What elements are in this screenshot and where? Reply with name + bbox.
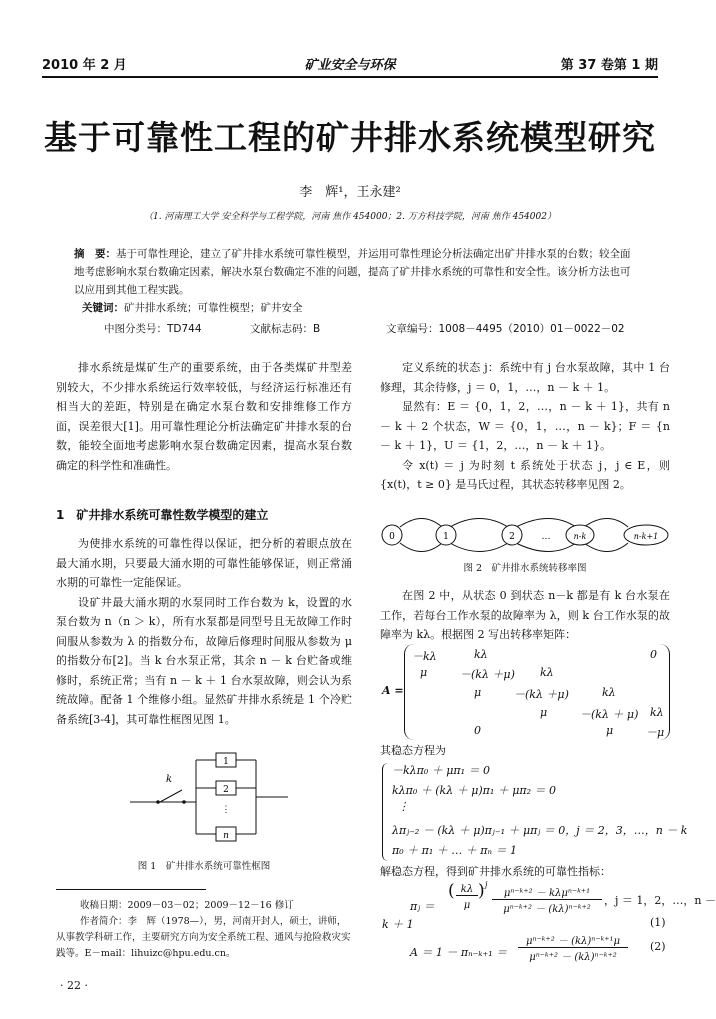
- left-intro: [56, 358, 352, 475]
- header-date: 2010 年 2 月: [42, 58, 127, 73]
- left-body: [56, 534, 352, 729]
- section-1-heading: 1 矿井排水系统可靠性数学模型的建立: [56, 508, 269, 522]
- steady-eq-j: λπⱼ₋₂ － (kλ ＋ μ)πⱼ₋₁ ＋ μπⱼ ＝ 0，j ＝ 2，3，…，n － k: [392, 824, 688, 837]
- matrix-r4c5: kλ: [650, 706, 664, 719]
- eq1-power-j: j: [485, 880, 488, 889]
- matrix-r4c3: μ: [540, 706, 548, 719]
- state-sets: 显然有：E ＝ {0，1，2，…，n － k ＋ 1}，共有 n － k ＋ 2 个状态，W ＝ {0，1，…，n － k}；F ＝ {n － k ＋ 1}，U ＝ {1，2，…，n － k ＋ 1}。: [380, 400, 670, 452]
- right-body-mid: [380, 586, 670, 645]
- matrix-r2c2: －(kλ ＋μ): [460, 668, 515, 681]
- page-number: · 22 ·: [60, 979, 88, 992]
- section-1-paragraph-1: 为使排水系统的可靠性得以保证，把分析的着眼点放在最大涌水期，只要最大涌水期的可靠性能够保证，则正常涌水期的可靠性一定能保证。: [56, 537, 352, 589]
- matrix-r3c3: －(kλ ＋μ): [514, 688, 569, 701]
- matrix-r3c4: kλ: [602, 686, 616, 699]
- header-journal: 矿业安全与环保: [304, 58, 396, 73]
- eq2-numerator: μⁿ⁻ᵏ⁺² － (kλ)ⁿ⁻ᵏ⁺¹μ: [518, 932, 628, 948]
- figure-2-caption: 图 2 矿井排水系统转移率图: [463, 563, 587, 574]
- steady-state-brace: [382, 763, 391, 861]
- running-header: [42, 48, 658, 78]
- abstract-text: 基于可靠性理论，建立了矿井排水系统可靠性模型，并运用可靠性理论分析法确定出矿井排水泵的台数；较全面地考虑影响水泵台数确定因素，解决水泵台数确定不准的问题，提高了矿井排水系统的可靠性和安全性。该分析方法也可以应用到其他工程实践。: [74, 248, 631, 296]
- affiliations: （1. 河南理工大学 安全科学与工程学院，河南 焦作 454000；2. 万方科技学院，河南 焦作 454002）: [144, 212, 556, 222]
- matrix-r5c5: －μ: [646, 726, 665, 739]
- eq1-numerator: μⁿ⁻ᵏ⁺² － kλμⁿ⁻ᵏ⁺¹: [492, 884, 602, 900]
- right-body-top: [380, 358, 670, 495]
- matrix-r1c1: －kλ: [412, 650, 437, 663]
- keywords-label: 关键词：: [82, 302, 124, 314]
- matrix-r1-zero: 0: [650, 648, 657, 661]
- figure-1-block-1: 1: [223, 757, 229, 767]
- eq1-klambda: kλ: [456, 884, 478, 896]
- steady-eq-1: －kλπ₀ ＋ μπ₁ ＝ 0: [392, 764, 491, 777]
- eq1-paren-left: (: [448, 881, 455, 901]
- state-n-k: n-k: [573, 532, 587, 541]
- keywords: 矿井排水系统；可靠性模型；矿井安全: [124, 302, 303, 314]
- matrix-r2c1: μ: [420, 666, 428, 679]
- figure-1-block-n: n: [223, 831, 229, 841]
- matrix-r5-zero: 0: [474, 724, 481, 737]
- state-n-k-plus-1: n-k+1: [633, 532, 659, 541]
- article-number: 文章编号：1008－4495（2010）01－0022－02: [386, 323, 625, 335]
- eq1-lhs: πⱼ ＝: [410, 900, 435, 913]
- header-volume: 第 37 卷第 1 期: [560, 58, 658, 73]
- authors: 李 辉¹，王永建²: [299, 185, 401, 200]
- eq1-range-cont: k ＋ 1: [382, 918, 414, 931]
- eq2-number: (2): [650, 940, 666, 953]
- intro-paragraph: 排水系统是煤矿生产的重要系统，由于各类煤矿井型差别较大，不少排水系统运行效率较低，与经济运行标准还有相当大的差距，特别是在确定水泵台数和安排维修工作方面，误差很大[1]。用可靠性理论分析法确定矿井排水泵的台数，能较全面地考虑影响水泵台数确定因素，提高水泵台数确定的科学性和准确性。: [56, 361, 352, 472]
- markov-process: 令 x(t) ＝ j 为时刻 t 系统处于状态 j，j ∈ E，则 {x(t)，t ≥ 0} 是马氏过程，其状态转移率见图 2。: [380, 458, 670, 491]
- figure-1-block-2: 2: [223, 785, 229, 795]
- figure-1-dots: ⋮: [221, 805, 231, 815]
- steady-eq-2: kλπ₀ ＋ (kλ ＋ μ)π₁ ＋ μπ₂ ＝ 0: [392, 784, 557, 797]
- abstract-label: 摘 要：: [74, 248, 116, 260]
- eq1-range: ，j ＝ 1，2，…，n －: [604, 894, 716, 907]
- transition-matrix-intro: 在图 2 中，从状态 0 到状态 n－k 都是有 k 台水泵在工作，若每台工作水泵的故障率为 λ，则 k 台工作水泵的故障率为 kλ。根据图 2 写出转移率矩阵：: [380, 589, 670, 641]
- figure-1-block-diagram: [130, 750, 290, 850]
- state-0: 0: [389, 532, 395, 542]
- doc-code: 文献标志码：B: [250, 323, 321, 335]
- footnote-rule: [56, 889, 206, 890]
- state-2: 2: [509, 532, 515, 542]
- eq2-lhs: A ＝ 1 － πₙ₋ₖ₊₁ ＝: [410, 946, 508, 959]
- footnote-author: 作者简介：李 辉（1978—），男，河南开封人，硕士，讲师，从事教学科研工作，主要研究方向为安全系统工程、通风与抢险救灾实践等。E－mail：lihuizc@hpu.edu.cn。: [56, 916, 351, 959]
- eq1-number: (1): [650, 916, 666, 929]
- state-1: 1: [443, 532, 449, 542]
- matrix-r5c4: μ: [606, 724, 614, 737]
- state-dots: …: [541, 532, 551, 542]
- footnote-received: 收稿日期：2009－03－02；2009－12－16 修订: [80, 900, 294, 911]
- figure-2-transition-diagram: [380, 512, 672, 558]
- state-definition: 定义系统的状态 j：系统中有 j 台水泵故障，其中 1 台修理，其余待修，j ＝ 0，1，…，n － k ＋ 1。: [380, 361, 670, 394]
- footnotes: [56, 898, 352, 962]
- eq1-mu: μ: [463, 900, 471, 911]
- section-1-paragraph-2: 设矿井最大涌水期的水泵同时工作台数为 k，设置的水泵台数为 n（n ＞ k），所有水泵都是同型号且无故障工作时间服从参数为 λ 的指数分布，故障后修理时间服从参数为 μ 的指数分布[2]。当 k 台水泵正常，其余 n － k 台贮备或维修时，系统正常；当有 n － k ＋ 1 台水泵故障，则会认为系统故障。配备 1 个维修小组。显然矿井排水系统是 1 个冷贮备系统[3-4]，其可靠性框图见图 1。: [56, 595, 352, 726]
- eq1-denominator: μⁿ⁻ᵏ⁺² － (kλ)ⁿ⁻ᵏ⁺²: [503, 904, 591, 915]
- reliability-index-label: 解稳态方程，得到矿井排水系统的可靠性指标：: [380, 865, 611, 878]
- matrix-label: A =: [382, 684, 404, 697]
- matrix-r1c2: kλ: [474, 648, 488, 661]
- matrix-r2c3: kλ: [540, 666, 554, 679]
- matrix-r4c4: －(kλ ＋ μ): [580, 708, 639, 721]
- steady-eq-dots: ⋮: [398, 800, 409, 813]
- steady-state-label: 其稳态方程为: [380, 744, 446, 757]
- clc-number: 中图分类号：TD744: [104, 323, 202, 335]
- eq2-denominator: μⁿ⁻ᵏ⁺² － (kλ)ⁿ⁻ᵏ⁺²: [529, 952, 617, 963]
- eq1-paren-right: ): [478, 881, 485, 901]
- paper-title: 基于可靠性工程的矿井排水系统模型研究: [44, 118, 656, 157]
- figure-1-caption: 图 1 矿井排水系统可靠性框图: [137, 861, 271, 872]
- steady-eq-norm: π₀ ＋ π₁ ＋ … ＋ πₙ ＝ 1: [392, 844, 517, 857]
- abstract: [74, 245, 634, 317]
- figure-1-k-label: k: [166, 774, 173, 785]
- matrix-r3c2: μ: [474, 686, 482, 699]
